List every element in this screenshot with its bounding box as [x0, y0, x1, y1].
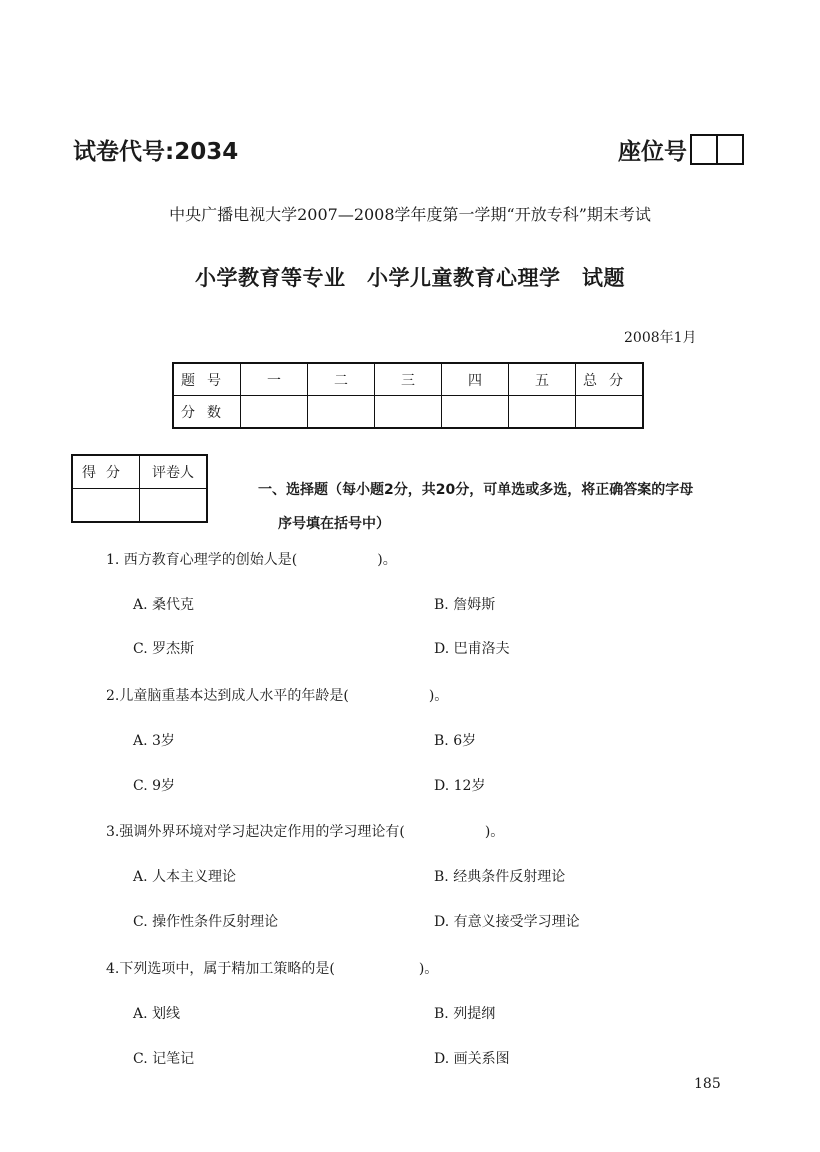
- score-cell: [241, 396, 308, 429]
- grader-name-cell: [140, 489, 208, 523]
- paper-code: 试卷代号:2034: [73, 139, 239, 165]
- score-cell: [442, 396, 509, 429]
- seat-number-boxes: [690, 134, 744, 165]
- grader-score-cell: [72, 489, 140, 523]
- question-1-option-d: D. 巴甫洛夫: [434, 641, 510, 657]
- question-2-stem: 2.儿童脑重基本达到成人水平的年龄是( )。: [106, 688, 449, 704]
- question-4-option-d: D. 画关系图: [434, 1051, 510, 1067]
- section-heading-continued: 序号填在括号中）: [278, 516, 390, 532]
- score-header-cell: 五: [509, 363, 576, 396]
- score-cell: [576, 396, 644, 429]
- question-3-option-d: D. 有意义接受学习理论: [434, 914, 580, 930]
- question-4-stem: 4.下列选项中，属于精加工策略的是( )。: [106, 961, 439, 977]
- score-header-cell: 四: [442, 363, 509, 396]
- score-header-cell: 三: [375, 363, 442, 396]
- score-table-score-row: [173, 396, 643, 429]
- score-cell: [308, 396, 375, 429]
- question-1-option-a: A. 桑代克: [133, 597, 195, 613]
- grader-name-label: 评卷人: [140, 455, 208, 489]
- question-2-option-c: C. 9岁: [133, 778, 176, 794]
- grader-score-label: 得分: [72, 455, 140, 489]
- seat-number-label: 座位号: [618, 139, 687, 165]
- score-header-cell: 总分: [576, 363, 644, 396]
- question-4-option-a: A. 划线: [133, 1006, 181, 1022]
- score-table-header-row: [173, 363, 643, 396]
- question-1-option-b: B. 詹姆斯: [434, 597, 496, 613]
- question-2-option-d: D. 12岁: [434, 778, 486, 794]
- score-table: [172, 362, 644, 429]
- question-1-stem: 1. 西方教育心理学的创始人是( )。: [106, 552, 397, 568]
- score-cell: [509, 396, 576, 429]
- question-4-option-b: B. 列提纲: [434, 1006, 496, 1022]
- section-heading: 一、选择题（每小题2分，共20分，可单选或多选，将正确答案的字母: [258, 482, 694, 498]
- exam-date: 2008年1月: [624, 330, 697, 346]
- question-4-option-c: C. 记笔记: [133, 1051, 195, 1067]
- page-number: 185: [694, 1076, 721, 1092]
- question-3-stem: 3.强调外界环境对学习起决定作用的学习理论有( )。: [106, 824, 505, 840]
- score-cell: [375, 396, 442, 429]
- question-1-option-c: C. 罗杰斯: [133, 641, 195, 657]
- score-header-cell: 题号: [173, 363, 241, 396]
- question-2-option-b: B. 6岁: [434, 733, 477, 749]
- score-header-cell: 二: [308, 363, 375, 396]
- grader-table: [71, 454, 208, 523]
- score-row-label: 分数: [173, 396, 241, 429]
- question-3-option-b: B. 经典条件反射理论: [434, 869, 566, 885]
- score-header-cell: 一: [241, 363, 308, 396]
- question-3-option-a: A. 人本主义理论: [133, 869, 237, 885]
- exam-organization-line: 中央广播电视大学2007—2008学年度第一学期“开放专科”期末考试: [169, 205, 651, 224]
- question-2-option-a: A. 3岁: [133, 733, 175, 749]
- exam-title: 小学教育等专业 小学儿童教育心理学 试题: [195, 266, 625, 290]
- question-3-option-c: C. 操作性条件反射理论: [133, 914, 279, 930]
